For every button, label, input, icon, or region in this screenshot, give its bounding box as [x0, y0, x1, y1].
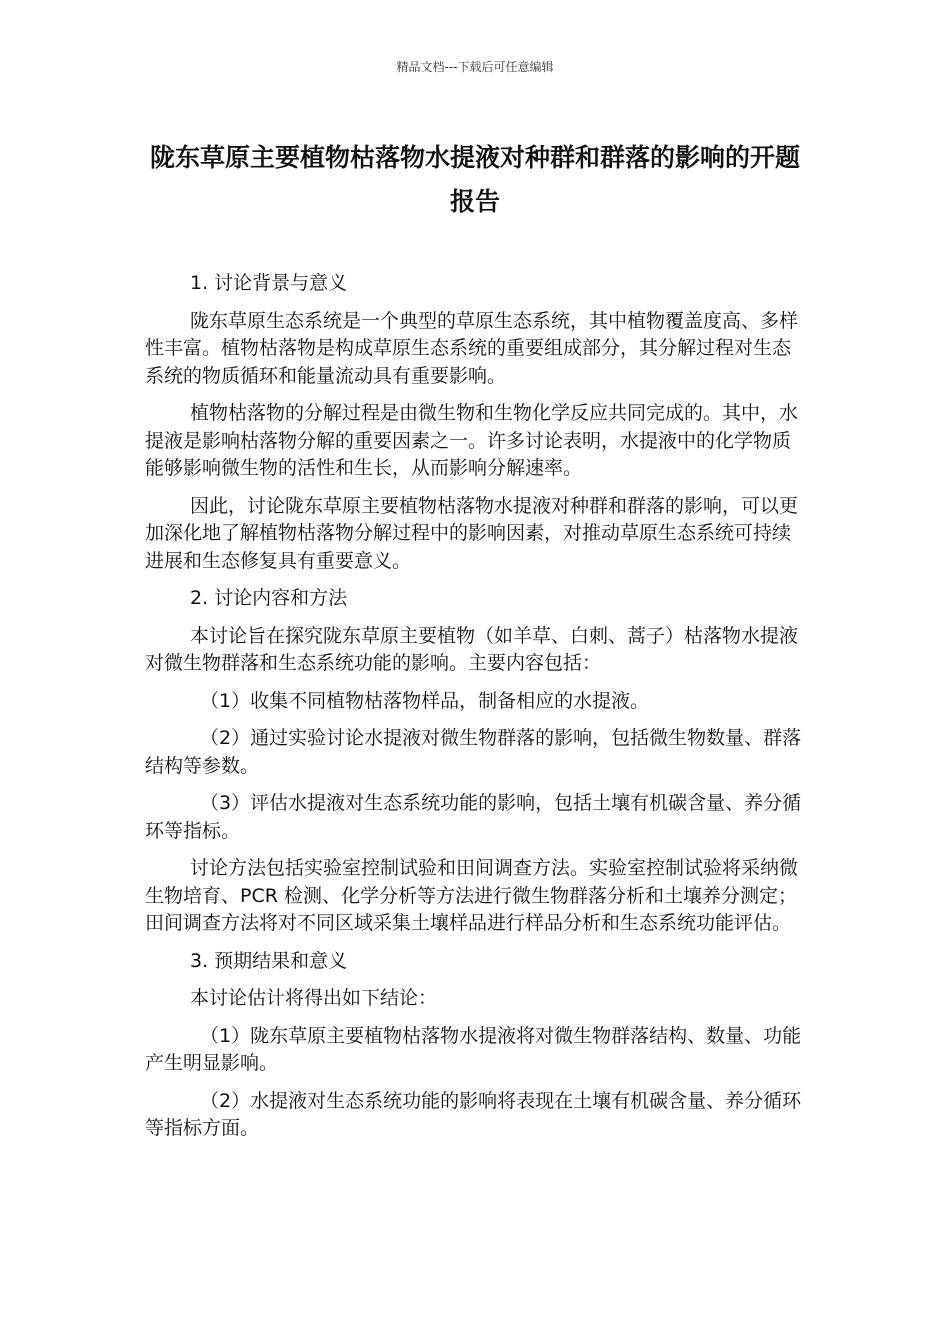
list-item: （2）通过实验讨论水提液对微生物群落的影响，包括微生物数量、群落结构等参数。: [145, 727, 802, 777]
paragraph: 因此，讨论陇东草原主要植物枯落物水提液对种群和群落的影响，可以更加深化地了解植物枯落物分解过程中的影响因素，对推动草原生态系统可持续进展和生态修复具有重要意义。: [145, 494, 799, 572]
header-note: 精品文档---下载后可任意编辑: [396, 60, 554, 74]
paragraph: 植物枯落物的分解过程是由微生物和生物化学反应共同完成的。其中，水提液是影响枯落物分解的重要因素之一。许多讨论表明，水提液中的化学物质能够影响微生物的活性和生长，从而影响分解速率。: [145, 402, 799, 479]
list-item: （3）评估水提液对生态系统功能的影响，包括土壤有机碳含量、养分循环等指标。: [145, 792, 802, 842]
section-heading: 2. 讨论内容和方法: [190, 587, 348, 609]
paragraph: 陇东草原生态系统是一个典型的草原生态系统，其中植物覆盖度高、多样性丰富。植物枯落物是构成草原生态系统的重要组成部分，其分解过程对生态系统的物质循环和能量流动具有重要影响。: [145, 309, 799, 387]
document-title: 陇东草原主要植物枯落物水提液对种群和群落的影响的开题报告: [149, 143, 800, 216]
section-heading: 3. 预期结果和意义: [190, 949, 348, 972]
list-item: （1）陇东草原主要植物枯落物水提液将对微生物群落结构、数量、功能产生明显影响。: [145, 1024, 802, 1074]
list-item: （1）收集不同植物枯落物样品，制备相应的水提液。: [200, 689, 650, 712]
document-body: [145, 270, 807, 1153]
paragraph: 讨论方法包括实验室控制试验和田间调查方法。实验室控制试验将采纳微生物培育、PCR 检测、化学分析等方法进行微生物群落分析和土壤养分测定；田间调查方法将对不同区域采集土壤样品进行样品分析和生态系统功能评估。: [145, 857, 799, 934]
paragraph: 本讨论旨在探究陇东草原主要植物（如羊草、白刺、蒿子）枯落物水提液对微生物群落和生态系统功能的影响。主要内容包括：: [145, 624, 799, 674]
list-item: （2）水提液对生态系统功能的影响将表现在土壤有机碳含量、养分循环等指标方面。: [145, 1089, 802, 1139]
paragraph: 本讨论估计将得出如下结论：: [190, 987, 438, 1009]
section-heading: 1. 讨论背景与意义: [190, 272, 348, 294]
